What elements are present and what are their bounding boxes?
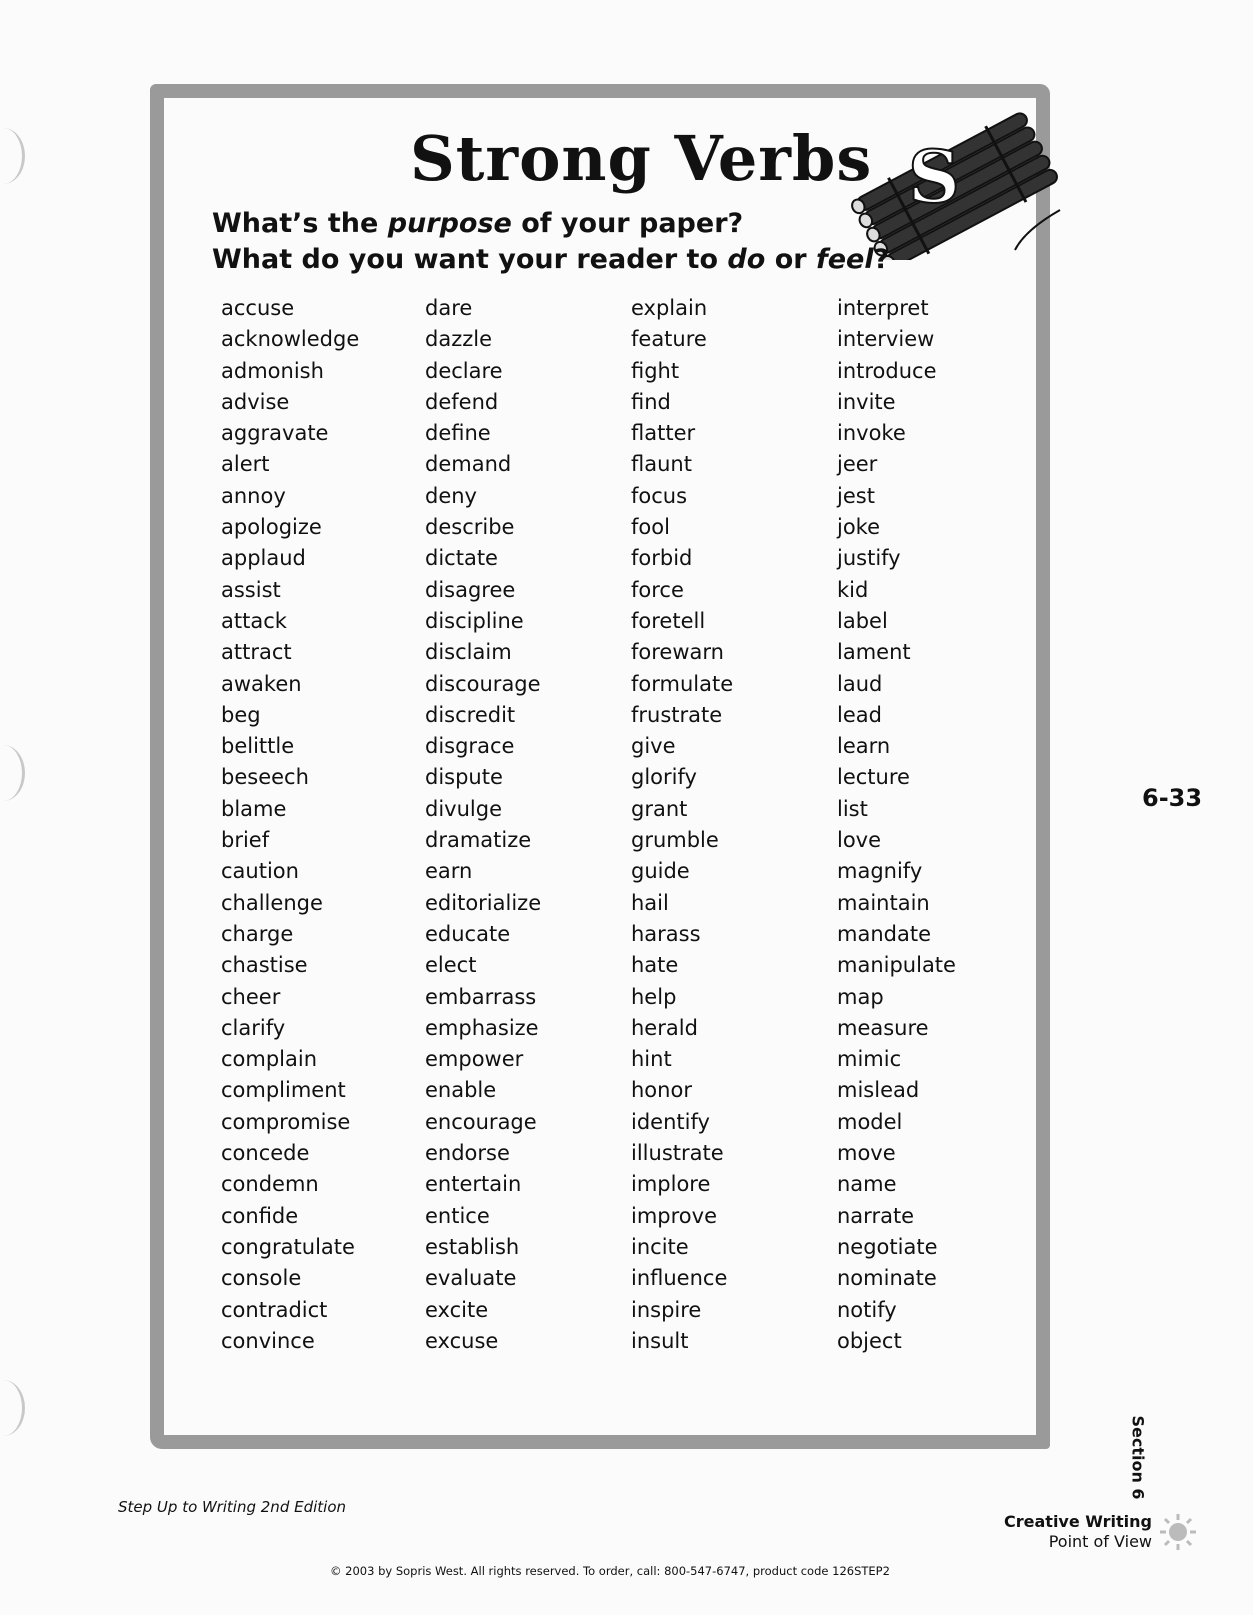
verb-item: learn xyxy=(837,734,891,759)
verb-item: endorse xyxy=(425,1141,510,1166)
book-title: Step Up to Writing 2nd Edition xyxy=(118,1498,347,1516)
verb-item: alert xyxy=(221,452,270,477)
verb-column-1 xyxy=(221,293,359,1357)
verb-column-4 xyxy=(837,293,956,1357)
verb-item: improve xyxy=(631,1203,717,1228)
page-title: Strong Verbs xyxy=(410,122,873,195)
verb-item: describe xyxy=(425,515,515,540)
verb-item: hail xyxy=(631,890,669,915)
verb-column-3 xyxy=(631,293,733,1357)
verb-item: notify xyxy=(837,1297,897,1322)
verb-item: nominate xyxy=(837,1266,937,1291)
page-number: 6-33 xyxy=(1142,784,1203,812)
verb-item: herald xyxy=(631,1015,698,1040)
verb-item: congratulate xyxy=(221,1234,355,1259)
verb-item: feature xyxy=(631,327,707,352)
verb-item: negotiate xyxy=(837,1234,938,1259)
verb-item: flaunt xyxy=(631,452,692,477)
verb-item: guide xyxy=(631,859,690,884)
verb-item: justify xyxy=(837,546,901,571)
verb-item: convince xyxy=(221,1328,315,1353)
verb-item: editorialize xyxy=(425,890,542,915)
verb-item: discipline xyxy=(425,608,524,633)
verb-item: applaud xyxy=(221,546,306,571)
verb-item: acknowledge xyxy=(221,327,360,352)
verb-item: grant xyxy=(631,796,688,821)
verb-item: label xyxy=(837,608,888,633)
verb-item: find xyxy=(631,389,671,414)
verb-item: lead xyxy=(837,702,882,727)
verb-item: excuse xyxy=(425,1328,499,1353)
verb-item: divulge xyxy=(425,796,502,821)
verb-item: assist xyxy=(221,577,281,602)
verb-item: belittle xyxy=(221,734,295,759)
verb-item: move xyxy=(837,1141,896,1166)
verb-item: frustrate xyxy=(631,702,723,727)
category-label xyxy=(1000,1512,1152,1552)
subtitle-purpose: What’s the purpose of your paper? xyxy=(212,208,744,239)
verb-item: force xyxy=(631,577,684,602)
verb-item: identify xyxy=(631,1109,710,1134)
verb-item: fight xyxy=(631,358,680,383)
verb-item: focus xyxy=(631,483,688,508)
verb-item: hint xyxy=(631,1047,672,1072)
verb-item: model xyxy=(837,1109,903,1134)
verb-item: joke xyxy=(837,515,881,540)
verb-item: complain xyxy=(221,1047,318,1072)
verb-item: grumble xyxy=(631,828,719,853)
verb-item: console xyxy=(221,1266,302,1291)
verb-item: forewarn xyxy=(631,640,724,665)
verb-item: hate xyxy=(631,953,679,978)
verb-item: caution xyxy=(221,859,299,884)
verb-item: establish xyxy=(425,1234,520,1259)
verb-item: disagree xyxy=(425,577,516,602)
verb-item: elect xyxy=(425,953,477,978)
verb-item: admonish xyxy=(221,358,324,383)
topic-name: Point of View xyxy=(1048,1532,1152,1551)
verb-item: brief xyxy=(221,828,270,853)
verb-item: mandate xyxy=(837,921,931,946)
verb-item: chastise xyxy=(221,953,308,978)
subtitle-reader: What do you want your reader to do or feel? xyxy=(212,244,890,275)
verb-item: dazzle xyxy=(425,327,492,352)
verb-item: kid xyxy=(837,577,869,602)
category-name: Creative Writing xyxy=(1004,1512,1152,1531)
verb-item: emphasize xyxy=(425,1015,539,1040)
verb-item: dispute xyxy=(425,765,503,790)
log-raft-icon xyxy=(840,110,1075,260)
verb-item: honor xyxy=(631,1078,692,1103)
verb-column-2 xyxy=(425,293,541,1357)
verb-item: fool xyxy=(631,515,670,540)
verb-item: demand xyxy=(425,452,512,477)
verb-item: accuse xyxy=(221,296,295,320)
verb-item: lecture xyxy=(837,765,910,790)
verb-item: name xyxy=(837,1172,897,1197)
verb-item: compromise xyxy=(221,1109,351,1134)
verb-item: discredit xyxy=(425,702,516,727)
binder-hole xyxy=(0,745,25,801)
verb-item: invite xyxy=(837,389,896,414)
verb-item: disclaim xyxy=(425,640,512,665)
verb-item: insult xyxy=(631,1328,689,1353)
verb-item: maintain xyxy=(837,890,930,915)
verb-item: inspire xyxy=(631,1297,702,1322)
verb-item: cheer xyxy=(221,984,281,1009)
verb-item: beseech xyxy=(221,765,309,790)
verb-item: annoy xyxy=(221,483,286,508)
verb-item: evaluate xyxy=(425,1266,517,1291)
verb-item: clarify xyxy=(221,1015,286,1040)
verb-item: explain xyxy=(631,296,708,320)
verb-item: laud xyxy=(837,671,883,696)
verb-item: manipulate xyxy=(837,953,956,978)
verb-item: influence xyxy=(631,1266,728,1291)
verb-item: define xyxy=(425,421,491,446)
verb-item: harass xyxy=(631,921,701,946)
verb-item: measure xyxy=(837,1015,929,1040)
verb-item: foretell xyxy=(631,608,706,633)
verb-item: object xyxy=(837,1328,902,1353)
verb-item: encourage xyxy=(425,1109,537,1134)
verb-item: challenge xyxy=(221,890,323,915)
verb-item: blame xyxy=(221,796,287,821)
verb-item: attack xyxy=(221,608,287,633)
copyright-notice: © 2003 by Sopris West. All rights reserved. To order, call: 800-547-6747, product code 126STEP2 xyxy=(330,1564,890,1578)
verb-item: list xyxy=(837,796,868,821)
verb-item: empower xyxy=(425,1047,524,1072)
verb-item: introduce xyxy=(837,358,937,383)
verb-item: dare xyxy=(425,296,473,320)
verb-item: map xyxy=(837,984,884,1009)
verb-item: narrate xyxy=(837,1203,915,1228)
verb-item: entice xyxy=(425,1203,490,1228)
verb-item: entertain xyxy=(425,1172,522,1197)
verb-item: disgrace xyxy=(425,734,515,759)
verb-item: flatter xyxy=(631,421,696,446)
verb-item: defend xyxy=(425,389,499,414)
verb-item: condemn xyxy=(221,1172,319,1197)
verb-item: implore xyxy=(631,1172,711,1197)
verb-item: mislead xyxy=(837,1078,920,1103)
verb-item: invoke xyxy=(837,421,906,446)
verb-item: illustrate xyxy=(631,1141,724,1166)
verb-item: apologize xyxy=(221,515,322,540)
verb-item: jest xyxy=(837,483,875,508)
section-label: Section 6 xyxy=(1128,1415,1148,1500)
verb-item: beg xyxy=(221,702,261,727)
verb-item: give xyxy=(631,734,676,759)
verb-item: declare xyxy=(425,358,503,383)
verb-item: educate xyxy=(425,921,511,946)
verb-item: interpret xyxy=(837,296,929,320)
sun-icon xyxy=(1158,1512,1198,1552)
verb-item: attract xyxy=(221,640,292,665)
verb-item: jeer xyxy=(837,452,878,477)
verb-item: contradict xyxy=(221,1297,328,1322)
verb-item: compliment xyxy=(221,1078,346,1103)
verb-item: magnify xyxy=(837,859,923,884)
verb-item: earn xyxy=(425,859,473,884)
verb-item: charge xyxy=(221,921,294,946)
verb-item: embarrass xyxy=(425,984,537,1009)
verb-item: dramatize xyxy=(425,828,532,853)
verb-item: excite xyxy=(425,1297,489,1322)
binder-hole xyxy=(0,1380,25,1436)
verb-item: awaken xyxy=(221,671,302,696)
logo-letter: S xyxy=(908,134,960,219)
verb-item: lament xyxy=(837,640,911,665)
verb-item: concede xyxy=(221,1141,310,1166)
verb-item: aggravate xyxy=(221,421,329,446)
verb-item: glorify xyxy=(631,765,697,790)
binder-hole xyxy=(0,128,25,184)
verb-item: mimic xyxy=(837,1047,902,1072)
verb-item: interview xyxy=(837,327,935,352)
verb-item: advise xyxy=(221,389,290,414)
verb-item: deny xyxy=(425,483,477,508)
verb-item: discourage xyxy=(425,671,541,696)
verb-item: incite xyxy=(631,1234,689,1259)
verb-item: enable xyxy=(425,1078,497,1103)
verb-item: help xyxy=(631,984,677,1009)
verb-item: formulate xyxy=(631,671,734,696)
verb-item: forbid xyxy=(631,546,693,571)
verb-item: confide xyxy=(221,1203,299,1228)
verb-item: dictate xyxy=(425,546,498,571)
verb-item: love xyxy=(837,828,882,853)
